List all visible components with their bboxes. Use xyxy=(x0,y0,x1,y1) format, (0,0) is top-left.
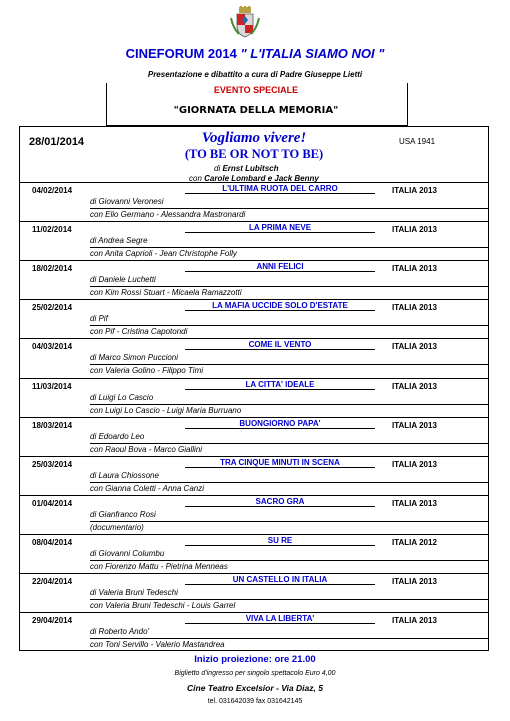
page-title xyxy=(0,46,510,61)
row-cast: con Fiorenzo Mattu - Pietrina Menneas xyxy=(90,561,228,571)
row-director: di Valeria Bruni Tedeschi xyxy=(90,588,178,597)
ticket-price: Biglietto d'ingresso per singolo spettacolo Euro 4,00 xyxy=(174,670,336,677)
cast-prefix: con xyxy=(189,174,202,183)
row-country: ITALIA 2013 xyxy=(392,342,437,352)
row-country: ITALIA 2013 xyxy=(392,303,437,313)
row-cast: con Gianna Coletti - Anna Canzi xyxy=(90,483,204,493)
row-date: 04/03/2014 xyxy=(32,342,73,352)
row-date: 29/04/2014 xyxy=(32,616,73,626)
special-event-label: EVENTO SPECIALE xyxy=(213,85,299,95)
featured-title-english: (TO BE OR NOT TO BE) xyxy=(184,147,324,161)
row-country: ITALIA 2013 xyxy=(392,498,437,508)
row-film-title: VIVA LA LIBERTA' xyxy=(185,614,375,624)
subtitle: Presentazione e dibattito a cura di Padre Giuseppe Lietti xyxy=(147,70,363,79)
row-film-title: LA MAFIA UCCIDE SOLO D'ESTATE xyxy=(185,301,375,311)
row-director: di Laura Chiossone xyxy=(90,470,159,480)
row-date: 11/02/2014 xyxy=(32,225,72,235)
row-divider xyxy=(90,364,488,365)
cast-names: Carole Lombard e Jack Benny xyxy=(204,174,319,183)
row-country: ITALIA 2013 xyxy=(392,459,437,469)
featured-film-row xyxy=(19,126,489,182)
featured-director xyxy=(214,164,278,173)
row-cast: (documentario) xyxy=(90,522,144,532)
special-event-title: "GIORNATA DELLA MEMORIA" xyxy=(173,105,339,116)
row-cast: con Raoul Bova - Marco Giallini xyxy=(90,444,203,454)
row-director: di Giovanni Veronesi xyxy=(90,197,164,206)
row-divider xyxy=(90,482,488,483)
row-director: di Edoardo Leo xyxy=(90,431,145,441)
table-row xyxy=(20,221,488,260)
venue-address: Cine Teatro Excelsior - Via Diaz, 5 xyxy=(187,683,323,693)
row-film-title: TRA CINQUE MINUTI IN SCENA xyxy=(185,458,375,468)
row-cast: con Kim Rossi Stuart - Micaela Ramazzotti xyxy=(90,288,242,298)
featured-date: 28/01/2014 xyxy=(29,136,85,148)
row-country: ITALIA 2013 xyxy=(392,577,437,586)
row-film-title: BUONGIORNO PAPA' xyxy=(185,419,375,429)
table-row xyxy=(20,417,488,456)
row-date: 25/03/2014 xyxy=(32,459,73,469)
row-country: ITALIA 2013 xyxy=(392,225,437,235)
row-film-title: LA PRIMA NEVE xyxy=(185,223,375,233)
row-cast: con Pif - Cristina Capotondi xyxy=(90,327,188,337)
row-country: ITALIA 2013 xyxy=(392,420,437,430)
row-divider xyxy=(90,208,488,209)
row-divider xyxy=(90,521,488,522)
city-coat-of-arms-icon xyxy=(229,6,261,38)
table-row xyxy=(20,378,488,417)
row-film-title: SU RE xyxy=(185,536,375,546)
row-date: 25/02/2014 xyxy=(32,303,73,313)
row-country: ITALIA 2013 xyxy=(392,186,437,195)
row-film-title: COME IL VENTO xyxy=(185,340,375,350)
table-row xyxy=(20,260,488,299)
row-divider xyxy=(90,638,488,639)
row-country: ITALIA 2013 xyxy=(392,264,437,274)
featured-country: USA 1941 xyxy=(399,137,436,146)
row-divider xyxy=(90,286,488,287)
title-main: CINEFORUM 2014 xyxy=(125,46,241,61)
contact-phone: tel. 031642039 fax 031642145 xyxy=(207,698,303,705)
row-date: 18/02/2014 xyxy=(32,264,73,274)
title-quote: " L'ITALIA SIAMO NOI " xyxy=(240,46,385,61)
row-date: 11/03/2014 xyxy=(32,381,72,391)
row-date: 04/02/2014 xyxy=(32,186,73,195)
row-cast: con Valeria Bruni Tedeschi - Louis Garrel xyxy=(90,601,236,610)
row-director: di Pif xyxy=(90,314,108,324)
row-date: 22/04/2014 xyxy=(32,577,73,586)
row-cast: con Anita Caprioli - Jean Christophe Folly xyxy=(90,249,237,259)
row-divider xyxy=(90,599,488,600)
row-divider xyxy=(90,443,488,444)
table-row xyxy=(20,534,488,573)
table-row xyxy=(20,495,488,534)
table-row xyxy=(20,612,488,651)
screening-time: Inizio proiezione: ore 21.00 xyxy=(194,654,316,665)
table-row xyxy=(20,338,488,377)
row-film-title: ANNI FELICI xyxy=(185,262,375,272)
row-cast: con Toni Servillo - Valerio Mastandrea xyxy=(90,640,225,650)
row-director: di Marco Simon Puccioni xyxy=(90,353,179,363)
row-director: di Roberto Ando' xyxy=(90,627,150,637)
row-director: di Giovanni Columbu xyxy=(90,548,165,558)
director-prefix: di xyxy=(214,164,221,173)
featured-title: Vogliamo vivere! xyxy=(201,130,307,146)
row-film-title: SACRO GRA xyxy=(185,497,375,507)
table-row xyxy=(20,456,488,495)
row-date: 08/04/2014 xyxy=(32,537,73,547)
table-row xyxy=(20,299,488,338)
row-date: 18/03/2014 xyxy=(32,420,73,430)
row-country: ITALIA 2013 xyxy=(392,616,437,626)
row-film-title: UN CASTELLO IN ITALIA xyxy=(185,575,375,585)
row-director: di Luigi Lo Cascio xyxy=(90,392,154,402)
row-cast: con Valeria Golino - Filippo Timi xyxy=(90,366,204,376)
director-name: Ernst Lubitsch xyxy=(222,164,279,173)
row-country: ITALIA 2012 xyxy=(392,537,437,547)
table-row xyxy=(20,182,488,221)
row-director: di Andrea Segre xyxy=(90,236,148,246)
row-divider xyxy=(90,560,488,561)
row-divider xyxy=(90,325,488,326)
row-date: 01/04/2014 xyxy=(32,498,73,508)
row-divider xyxy=(90,247,488,248)
row-divider xyxy=(90,404,488,405)
row-country: ITALIA 2013 xyxy=(392,381,437,391)
row-director: di Daniele Luchetti xyxy=(90,275,156,285)
row-cast: con Elio Germano - Alessandra Mastronardi xyxy=(90,210,246,219)
row-film-title: LA CITTA' IDEALE xyxy=(185,380,375,390)
row-film-title: L'ULTIMA RUOTA DEL CARRO xyxy=(185,184,375,194)
row-cast: con Luigi Lo Cascio - Luigi Maria Burruano xyxy=(90,405,242,415)
row-director: di Gianfranco Rosi xyxy=(90,509,156,519)
table-row xyxy=(20,573,488,612)
